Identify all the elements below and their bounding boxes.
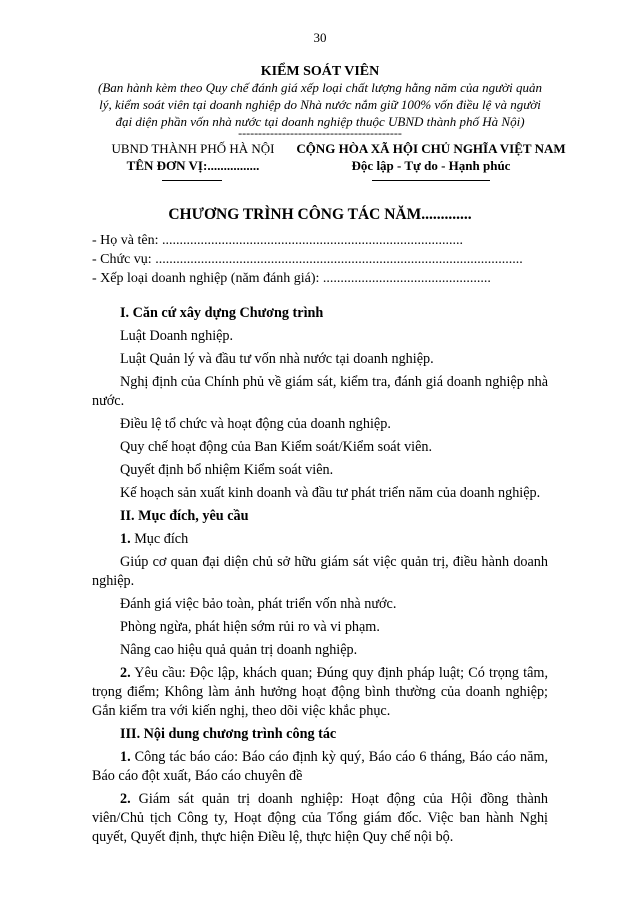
requirement-number: 2. — [120, 665, 131, 681]
field-rating: - Xếp loại doanh nghiệp (năm đánh giá): ................................................ — [92, 271, 491, 286]
purpose-item: Đánh giá việc bảo toàn, phát triển vốn nhà nước. — [120, 596, 397, 612]
purpose-subheading — [92, 530, 548, 549]
national-name: CỘNG HÒA XÃ HỘI CHỦ NGHĨA VIỆT NAM — [296, 141, 566, 156]
section-heading-1: I. Căn cứ xây dựng Chương trình — [120, 305, 324, 321]
content-item-number: 1. — [120, 749, 131, 765]
program-title: CHƯƠNG TRÌNH CÔNG TÁC NĂM............. — [168, 206, 472, 223]
requirement-paragraph — [92, 664, 548, 721]
section-heading-3: III. Nội dung chương trình công tác — [120, 726, 337, 742]
unit-name: TÊN ĐƠN VỊ:................ — [126, 158, 260, 173]
requirement-text: Yêu cầu: Độc lập, khách quan; Đúng quy định pháp luật; Có trọng tâm, trọng điểm; Không làm ảnh hưởng hoạt động bình thường của doanh nghiệp; Gắn kiểm tra với kiến nghị, theo dõi việc khắc phục. — [92, 665, 548, 719]
page-number: 30 — [313, 30, 327, 45]
basis-item: Nghị định của Chính phủ về giám sát, kiểm tra, đánh giá doanh nghiệp nhà nước. — [92, 374, 548, 409]
separator-line: ----------------------------------------- — [238, 126, 402, 140]
purpose-item: Giúp cơ quan đại diện chủ sở hữu giám sát việc quản trị, điều hành doanh nghiệp. — [92, 554, 548, 589]
form-title: KIỂM SOÁT VIÊN — [260, 64, 380, 79]
authority-name: UBND THÀNH PHỐ HÀ NỘI — [111, 141, 275, 156]
basis-item: Quyết định bổ nhiệm Kiểm soát viên. — [120, 462, 334, 478]
purpose-number: 1. — [120, 531, 131, 547]
header-left-underline — [162, 180, 222, 181]
purpose-item: Nâng cao hiệu quả quản trị doanh nghiệp. — [120, 642, 358, 658]
purpose-item: Phòng ngừa, phát hiện sớm rủi ro và vi phạm. — [120, 619, 380, 635]
header-right — [292, 140, 570, 174]
content-item-text: Giám sát quản trị doanh nghiệp: Hoạt động của Hội đồng thành viên/Chủ tịch Công ty, Hoạt động của Tổng giám đốc. Việc ban hành Nghị quyết, Quyết định, thực hiện Điều lệ, thực hiện Quy chế nội bộ. — [92, 791, 548, 845]
content-item-governance — [92, 790, 548, 847]
field-position: - Chức vụ: ......................................................................................................... — [92, 252, 523, 267]
document-body — [92, 304, 548, 851]
content-item-number: 2. — [120, 791, 131, 807]
basis-item: Điều lệ tổ chức và hoạt động của doanh nghiệp. — [120, 416, 391, 432]
basis-item: Kế hoạch sản xuất kinh doanh và đầu tư phát triển năm của doanh nghiệp. — [120, 485, 541, 501]
header-right-underline — [372, 180, 490, 181]
basis-item: Luật Doanh nghiệp. — [120, 328, 234, 344]
section-heading-2: II. Mục đích, yêu cầu — [120, 508, 249, 524]
header-left — [95, 140, 291, 174]
national-motto: Độc lập - Tự do - Hạnh phúc — [351, 158, 511, 173]
basis-item: Quy chế hoạt động của Ban Kiểm soát/Kiểm soát viên. — [120, 439, 433, 455]
form-subtitle: (Ban hành kèm theo Quy chế đánh giá xếp loại chất lượng hằng năm của người quản lý, kiểm soát viên tại doanh nghiệp do Nhà nước nắm giữ 100% vốn điều lệ và người đại diện phần vốn nhà nước tại doanh nghiệp thuộc UBND thành phố Hà Nội) — [98, 80, 542, 129]
basis-item: Luật Quản lý và đầu tư vốn nhà nước tại doanh nghiệp. — [120, 351, 434, 367]
content-item-reporting — [92, 748, 548, 786]
content-item-text: Công tác báo cáo: Báo cáo định kỳ quý, Báo cáo 6 tháng, Báo cáo năm, Báo cáo đột xuất, Báo cáo chuyên đề — [92, 749, 548, 784]
purpose-label: Mục đích — [130, 531, 189, 547]
field-name: - Họ và tên: ...................................................................................... — [92, 233, 463, 248]
